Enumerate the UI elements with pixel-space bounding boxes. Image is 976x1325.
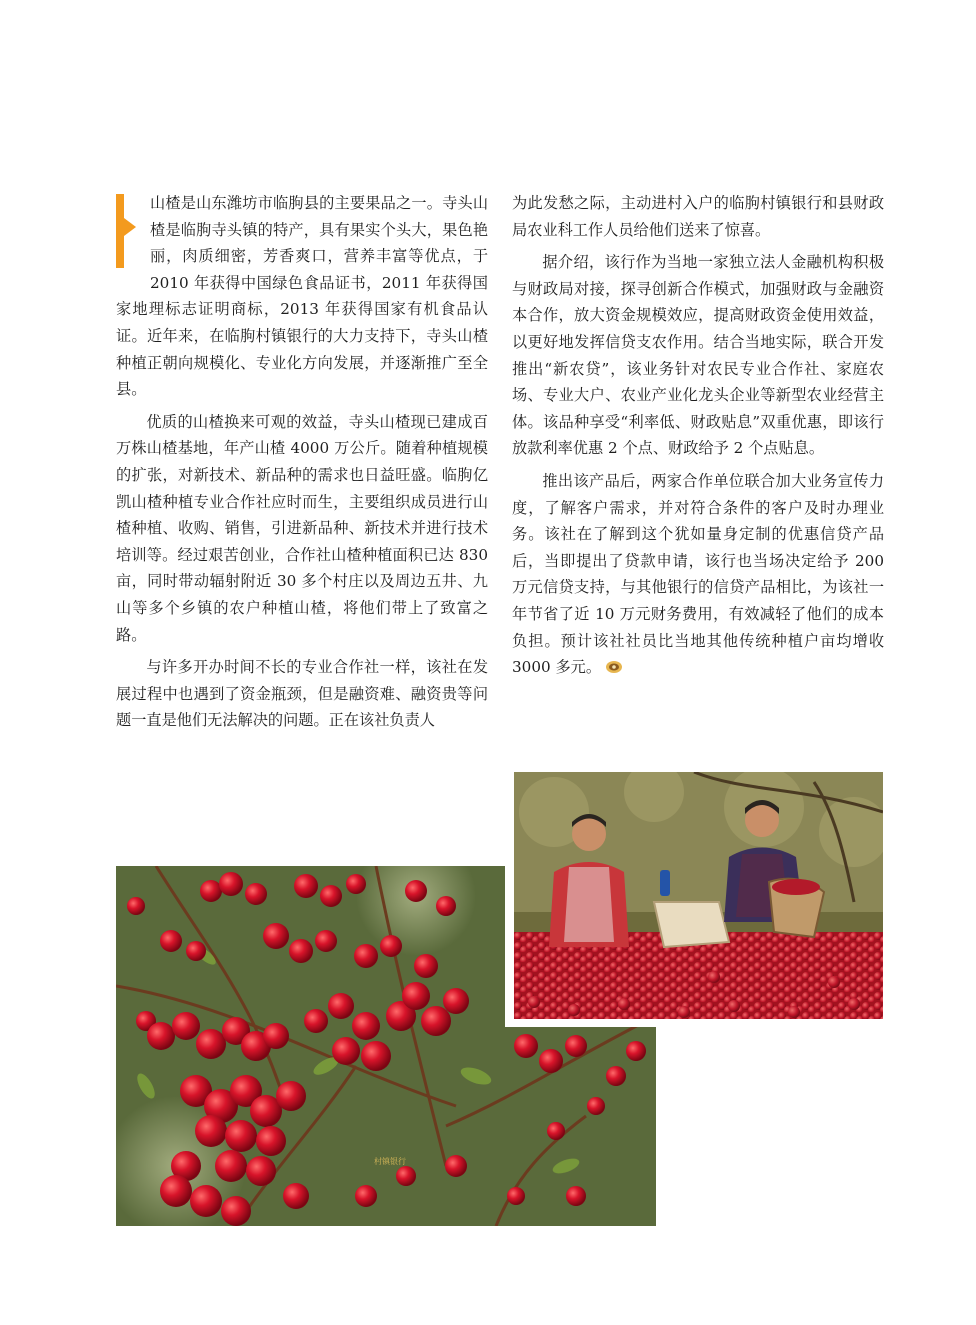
- end-mark-icon: [605, 660, 623, 674]
- section-marker: [116, 190, 150, 270]
- farmers-harvest-photo: [514, 772, 883, 1019]
- arrow-icon: [124, 218, 136, 236]
- photo-watermark: 村镇银行: [374, 1157, 406, 1166]
- paragraph-continuation: 为此发愁之际，主动进村入户的临朐村镇银行和县财政局农业科工作人员给他们送来了惊喜。: [512, 194, 884, 239]
- paragraph-loan-product: 据介绍，该行作为当地一家独立法人金融机构积极与财政局对接，探寻创新合作模式，加强财政与金融资本合作，放大资金规模效应，提高财政资金使用效益，以更好地发挥信贷支农作用。结合当地实际，联合开发推出“新农贷”，该业务针对农民专业合作社、家庭农场、专业大户、农业产业化龙头企业等新型农业经营主体。该品种享受“利率低、财政贴息”双重优惠，即该行放款利率优惠 2 个点、财政给予 2 个点贴息。: [512, 253, 884, 458]
- farmers-illustration: [514, 772, 883, 1019]
- accent-bar: [116, 194, 124, 268]
- paragraph-intro: 山楂是山东潍坊市临朐县的主要果品之一。寺头山楂是临朐寺头镇的特产，具有果实个头大，果色艳丽，肉质细密，芳香爽口，营养丰富等优点，于 2010 年获得中国绿色食品证书，2011 年获得国家地理标志证明商标，2013 年获得国家有机食品认证。近年来，在临朐村镇银行的大力支持下，寺头山楂种植正朝向规模化、专业化方向发展，并逐渐推广至全县。: [116, 194, 488, 399]
- article-right-column: [512, 190, 884, 687]
- paragraph-funding-problem: 与许多开办时间不长的专业合作社一样，该社在发展过程中也遇到了资金瓶颈，但是融资难、融资贵等问题一直是他们无法解决的问题。正在该社负责人: [116, 658, 488, 730]
- paragraph-outcome: 推出该产品后，两家合作单位联合加大业务宣传力度，了解客户需求，并对符合条件的客户及时办理业务。该社在了解到这个犹如量身定制的优惠信贷产品后，当即提出了贷款申请，该行也当场决定给予 200 万元信贷支持，与其他银行的信贷产品相比，为该社一年节省了近 10 万元财务费用，有效减轻了他们的成本负担。预计该社社员比当地其他传统种植户亩均增收 3000 多元。: [512, 471, 884, 677]
- paragraph-benefits: 优质的山楂换来可观的效益，寺头山楂现已建成百万株山楂基地，年产山楂 4000 万公斤。随着种植规模的扩张，对新技术、新品种的需求也日益旺盛。临朐亿凯山楂种植专业合作社应时而生，主要组织成员进行山楂种植、收购、销售，引进新品种、新技术并进行技术培训等。经过艰苦创业，合作社山楂种植面积已达 830 亩，同时带动辐射附近 30 多个村庄以及周边五井、九山等多个乡镇的农户种植山楂，将他们带上了致富之路。: [116, 412, 488, 644]
- article-left-column: [116, 190, 488, 740]
